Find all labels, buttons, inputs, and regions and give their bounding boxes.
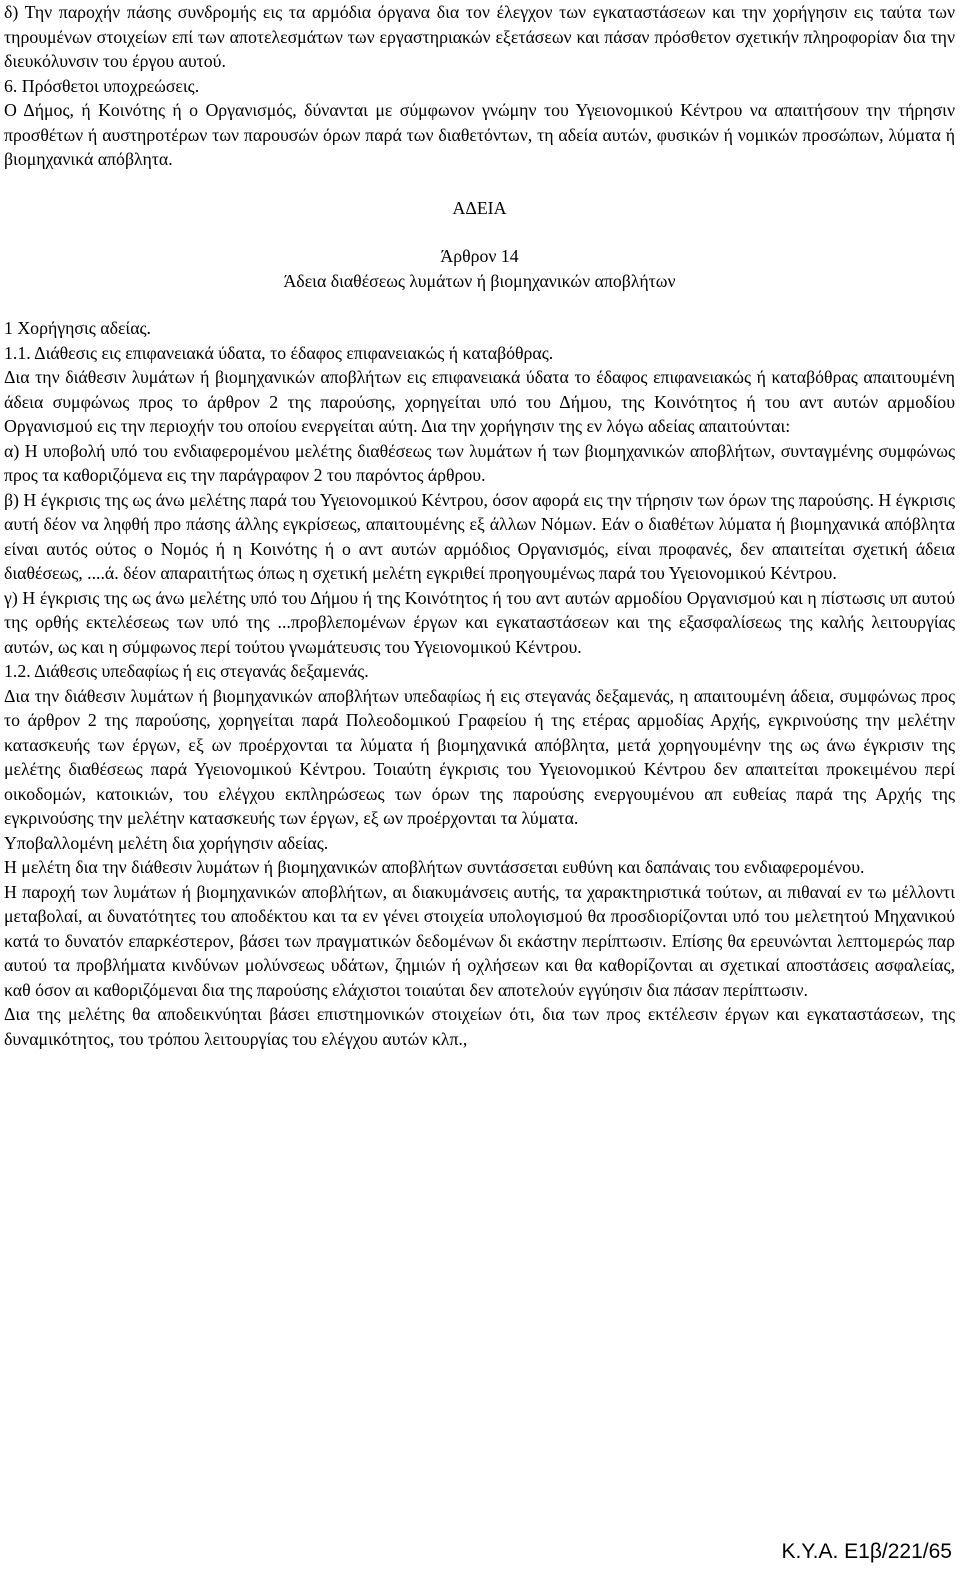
paragraph-study-proof: Δια της μελέτης θα αποδεικνύηται βάσει επιστημονικών στοιχείων ότι, δια των προς εκτέλεσιν έργων και εγκαταστάσεων, της δυναμικότητος, του τρόπου λειτουργίας του ελέγχου αυτών κλπ.,: [4, 1004, 955, 1049]
paragraph-b-health-approval: β) Η έγκρισις της ως άνω μελέτης παρά του Υγειονομικού Κέντρου, όσον αφορά εις την τήρησιν των όρων της παρούσης. Η έγκρισις αυτή δέον να ληφθή προ πάσης άλλης εγκρίσεως, απαιτουμένης εξ άλλων Νόμων. Εάν ο διαθέτων λύματα ή βιομηχανικά απόβλητα είναι αυτός ούτος ο Νομός ή η Κοινότης ή ο αντ αυτών αρμόδιος Οργανισμός, είναι προφανές, δεν απαιτείται σχετική άδεια διαθέσεως, ....ά. δέον απαραιτήτως όπως η σχετική μελέτη εγκριθεί προηγουμένως παρά του Υγειονομικού Κέντρου.: [4, 489, 955, 583]
heading-subsurface-disposal: 1.2. Διάθεσις υπεδαφίως ή εις στεγανάς δεξαμενάς.: [4, 661, 369, 681]
paragraph-study-responsibility: Η μελέτη δια την διάθεσιν λυμάτων ή βιομηχανικών αποβλήτων συντάσσεται ευθύνη και δαπάναις του ενδιαφερομένου.: [4, 857, 865, 877]
heading-additional-obligations: 6. Πρόσθετοι υποχρεώσεις.: [4, 75, 200, 96]
heading-permit-granting: 1 Χορήγησις αδείας.: [4, 318, 151, 338]
document-page: [4, 0, 955, 1051]
section-title: ΑΔΕΙΑ: [452, 197, 507, 218]
paragraph-a-study-submission: α) Η υποβολή υπό του ενδιαφερομένου μελέτης διαθέσεως των λυμάτων ή των βιομηχανικών αποβλήτων, συνταγμένης συμφώνως προς τα καθοριζόμενα εις την παράγραφον 2 του παρόντος άρθρου.: [4, 440, 955, 485]
heading-submitted-study: Υποβαλλομένη μελέτη δια χορήγησιν αδείας.: [4, 832, 329, 853]
article-number: Άρθρον 14: [440, 246, 519, 266]
heading-surface-disposal: 1.1. Διάθεσις εις επιφανειακά ύδατα, το έδαφος επιφανειακώς ή καταβόθρας.: [4, 342, 554, 363]
paragraph-subsurface-disposal: Δια την διάθεσιν λυμάτων ή βιομηχανικών αποβλήτων υπεδαφίως ή εις στεγανάς δεξαμενάς, η απαιτουμένη άδεια, συμφώνως προς το άρθρον 2 της παρούσης, χορηγείται παρά Πολεοδομικού Γραφείου ή της ετέρας αρμοδίας Αρχής, εγκρινούσης την μελέτην κατασκευής των έργων, εξ ων προέρχονται τα λύματα ή βιομηχανικά απόβλητα, μετά χορηγουμένην της ως άνω έγκρισιν της μελέτης διαθέσεως παρά Υγειονομικού Κέντρου. Τοιαύτη έγκρισις του Υγειονομικού Κέντρου δεν απαιτείται προκειμένου περί οικοδομών, κατοικιών, του ελέγχου εκπληρώσεως των όρων της παρούσης ενεργουμένου απ ευθείας παρά της Αρχής της εγκρινούσης την μελέτην κατασκευής των έργων, εξ ων προέρχονται τα λύματα.: [4, 685, 955, 828]
document-reference: Κ.Υ.Α. Ε1β/221/65: [781, 1540, 952, 1563]
paragraph-surface-disposal: Δια την διάθεσιν λυμάτων ή βιομηχανικών αποβλήτων εις επιφανειακά ύδατα το έδαφος επιφανειακώς ή καταβόθρας απαιτουμένη άδεια συμφώνως προς το άρθρον 2 της παρούσης, χορηγείται υπό του Δήμου, της Κοινότητος ή του αντ αυτών αρμοδίου Οργανισμού εις την περιοχήν του οποίου ενεργείται αύτη. Δια την χορήγησιν της εν λόγω αδείας απαιτούνται:: [4, 367, 955, 436]
paragraph-d-cooperation: δ) Την παροχήν πάσης συνδρομής εις τα αρμόδια όργανα δια τον έλεγχον των εγκαταστάσεων και την χορήγησιν εις ταύτα των τηρουμένων στοιχείων επί των αποτελεσμάτων των εργαστηριακών εξετάσεων και πάσαν πρόσθετον σχετικήν πληροφορίαν δια την διευκόλυνσιν του έργου αυτού.: [4, 2, 955, 71]
paragraph-c-municipal-approval: γ) Η έγκρισις της ως άνω μελέτης υπό του Δήμου ή της Κοινότητος ή του αντ αυτών αρμοδίου Οργανισμού και η πίστωσις υπ αυτού της ορθής εκτελέσεως των υπό της ...προβλεπομένων έργων και εγκαταστάσεων και της εξασφαλίσεως της καλής λειτουργίας αυτών, ως και η σύμφωνος περί τούτου γνωμάτευσις του Υγειονομικού Κέντρου.: [4, 587, 955, 657]
paragraph-additional-terms: Ο Δήμος, ή Κοινότης ή ο Οργανισμός, δύνανται με σύμφωνον γνώμην του Υγειονομικού Κέντρου να απαιτήσουν την τήρησιν προσθέτων ή αυστηροτέρων των παρουσών όρων παρά των διαθετόντων, τη αδεία αυτών, φυσικών ή νομικών προσώπων, λύματα ή βιομηχανικά απόβλητα.: [4, 100, 955, 169]
article-title: Άδεια διαθέσεως λυμάτων ή βιομηχανικών αποβλήτων: [283, 270, 676, 291]
paragraph-study-contents: Η παροχή των λυμάτων ή βιομηχανικών αποβλήτων, αι διακυμάνσεις αυτής, τα χαρακτηριστικά τούτων, αι πιθαναί εν τω μέλλοντι μεταβολαί, αι δυνατότητες του αποδέκτου και τα εν γένει στοιχεία υπολογισμού θα προσδιορίζονται υπό του μελετητού Μηχανικού κατά το δυνατόν επαρκέστερον, βάσει των πραγματικών δεδομένων δι εκάστην περίπτωσιν. Επίσης θα ερευνώνται λεπτομερώς παρ αυτού τα προβλήματα κινδύνων μολύνσεως υδάτων, ζημιών ή οχλήσεων και θα καθορίζονται αι σχετικαί αποστάσεις ασφαλείας, καθ όσον αι καθοριζόμεναι δια της παρούσης ελάχιστοι τοιαύται δεν αποτελούν εγγύησιν δια πάσαν περίπτωσιν.: [4, 881, 955, 1000]
